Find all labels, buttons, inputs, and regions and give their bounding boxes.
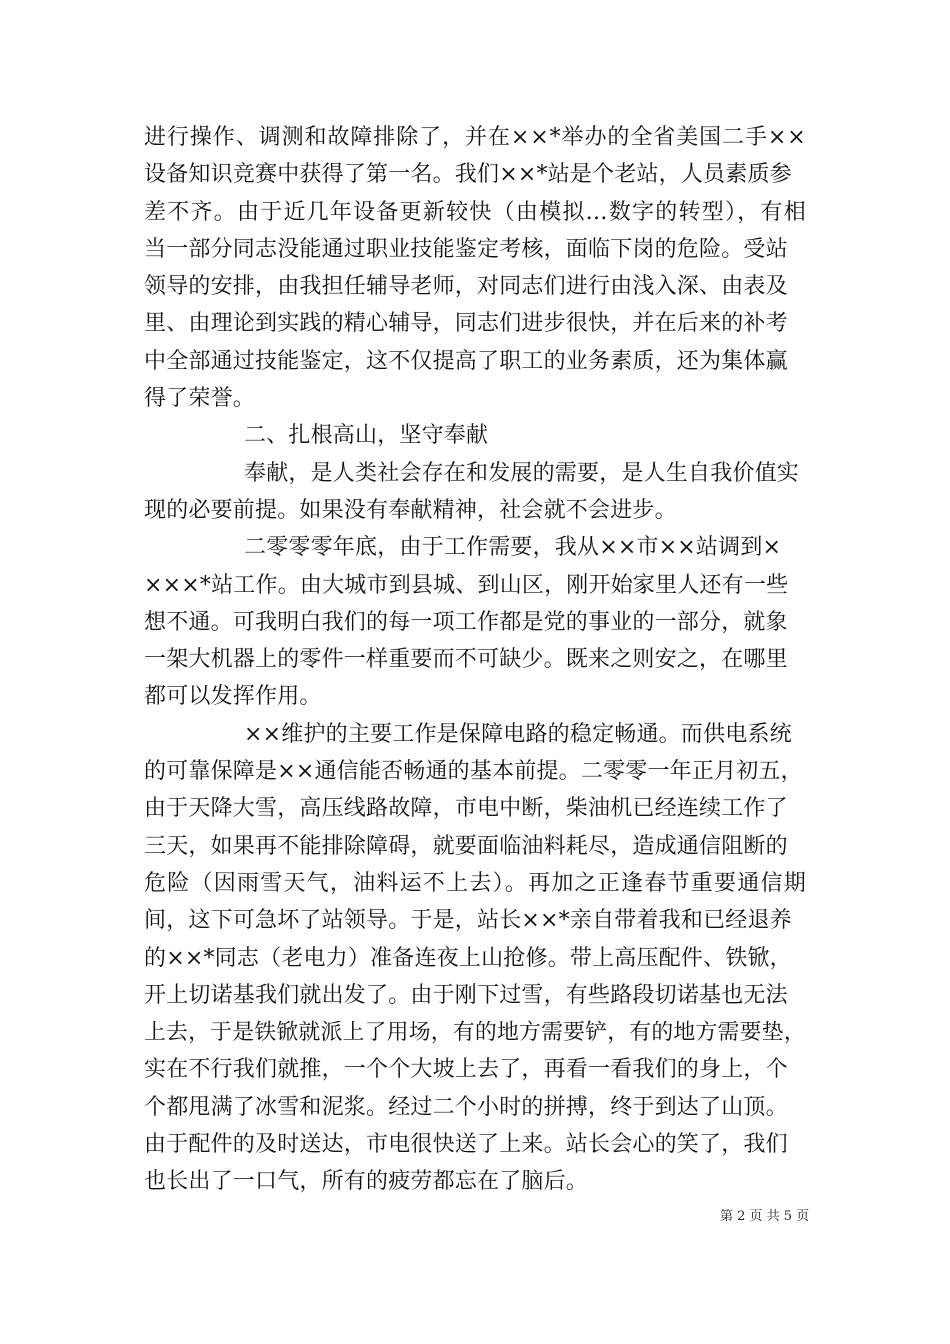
text-line: 设备知识竞赛中获得了第一名。我们××*站是个老站，人员素质参 xyxy=(144,162,792,188)
text-line: 得了荣誉。 xyxy=(144,386,256,412)
page-number: 第 2 页 共 5 页 xyxy=(720,1209,810,1224)
text-line: 也长出了一口气，所有的疲劳都忘在了脑后。 xyxy=(144,1169,589,1195)
text-line: 二零零零年底，由于工作需要，我从××市××站调到× xyxy=(244,535,782,561)
text-line: 开上切诺基我们就出发了。由于刚下过雪，有些路段切诺基也无法 xyxy=(144,982,788,1008)
text-line: 上去，于是铁锨就派上了用场，有的地方需要铲，有的地方需要垫， xyxy=(144,1020,806,1046)
text-line: 二、扎根高山，坚守奉献 xyxy=(244,423,489,449)
text-line: 的可靠保障是××通信能否畅通的基本前提。二零零一年正月初五， xyxy=(144,759,803,785)
text-line: 进行操作、调测和故障排除了，并在××*举办的全省美国二手×× xyxy=(144,125,807,150)
text-line: 的××*同志（老电力）准备连夜上山抢修。带上高压配件、铁锨， xyxy=(144,945,792,971)
text-line: 间，这下可急坏了站领导。于是，站长××*亲自带着我和已经退养 xyxy=(144,908,792,934)
text-line: 都可以发挥作用。 xyxy=(144,684,322,710)
text-line: 现的必要前提。如果没有奉献精神，社会就不会进步。 xyxy=(144,497,677,523)
text-line: 由于天降大雪，高压线路故障，市电中断，柴油机已经连续工作了 xyxy=(144,796,788,822)
text-line: 领导的安排，由我担任辅导老师，对同志们进行由浅入深、由表及 xyxy=(144,274,788,300)
text-line: 由于配件的及时送达，市电很快送了上来。站长会心的笑了，我们 xyxy=(144,1132,788,1158)
document-body xyxy=(144,119,806,1201)
text-line: 奉献，是人类社会存在和发展的需要，是人生自我价值实 xyxy=(244,460,800,486)
text-line: 危险（因雨雪天气，油料运不上去）。再加之正逢春节重要通信期 xyxy=(144,870,807,896)
text-line: ×××*站工作。由大城市到县城、到山区，刚开始家里人还有一些 xyxy=(144,572,789,598)
text-line: 中全部通过技能鉴定，这不仅提高了职工的业务素质，还为集体赢 xyxy=(144,348,788,374)
text-line: 想不通。可我明白我们的每一项工作都是党的事业的一部分，就象 xyxy=(144,609,788,635)
text-line: 个都甩满了冰雪和泥浆。经过二个小时的拼搏，终于到达了山顶。 xyxy=(144,1094,788,1120)
text-line: 实在不行我们就推，一个个大坡上去了，再看一看我们的身上，个 xyxy=(144,1057,788,1083)
text-line: 差不齐。由于近几年设备更新较快（由模拟…数字的转型），有相 xyxy=(144,199,807,225)
text-line: 当一部分同志没能通过职业技能鉴定考核，面临下岗的危险。受站 xyxy=(144,236,788,262)
text-line: 三天，如果再不能排除障碍，就要面临油料耗尽，造成通信阻断的 xyxy=(144,833,788,859)
text-line: 里、由理论到实践的精心辅导，同志们进步很快，并在后来的补考 xyxy=(144,311,788,337)
text-line: ××维护的主要工作是保障电路的稳定畅通。而供电系统 xyxy=(244,721,792,747)
text-line: 一架大机器上的零件一样重要而不可缺少。既来之则安之，在哪里 xyxy=(144,647,788,673)
